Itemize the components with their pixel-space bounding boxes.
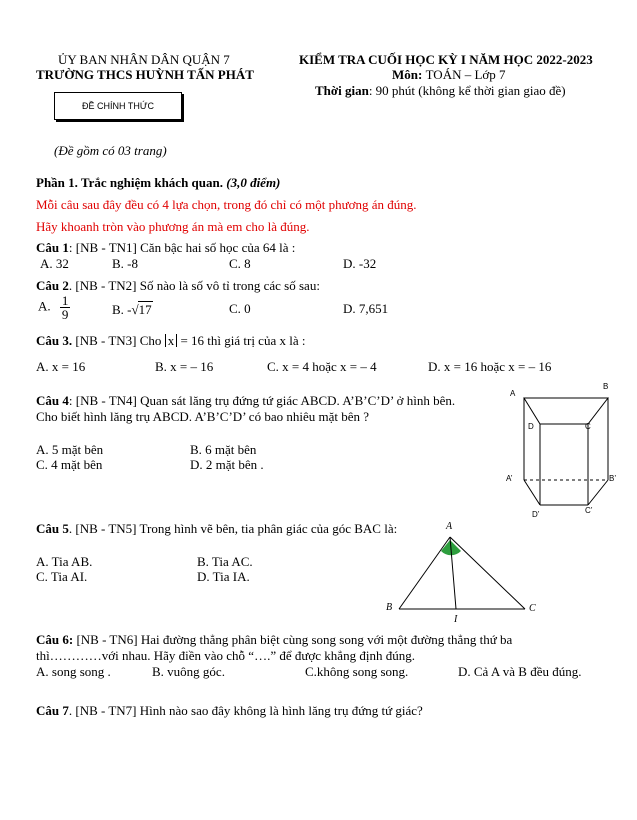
q6-option-b[interactable]: B. vuông góc. (152, 664, 225, 679)
school-name: TRƯỜNG THCS HUỲNH TẤN PHÁT (36, 67, 254, 82)
subject-value: TOÁN – Lớp 7 (425, 67, 506, 82)
q5-option-b[interactable]: B. Tia AC. (197, 554, 253, 569)
fraction-numerator: 1 (61, 293, 69, 308)
exam-title: KIỂM TRA CUỐI HỌC KỲ I NĂM HỌC 2022-2023 (299, 52, 593, 67)
prism-label-d-prime: D’ (532, 510, 540, 519)
time-value: : 90 phút (không kể thời gian giao đề) (368, 83, 566, 98)
q2-option-a-prefix: A. (38, 298, 51, 314)
part1-heading (36, 175, 280, 191)
part1-title: Phần 1. Trắc nghiệm khách quan. (36, 175, 227, 190)
prism-top-face (524, 398, 608, 424)
question-4-text-1: : [NB - TN4] Quan sát lăng trụ đứng tứ giác ABCD. A’B’C’D’ ở hình bên. (68, 393, 456, 408)
fraction-denominator: 9 (61, 307, 69, 322)
q4-option-b[interactable]: B. 6 mặt bên (190, 442, 257, 457)
question-1-text: : [NB - TN1] Căn bậc hai số học của 64 là : (68, 240, 296, 255)
q2-option-b-prefix: B. - (112, 302, 132, 317)
q1-option-a[interactable]: A. 32 (40, 256, 69, 271)
district-name: ỦY BAN NHÂN DÂN QUẬN 7 (58, 52, 230, 67)
question-5-text: . [NB - TN5] Trong hình vẽ bên, tia phân giác của góc BAC là: (68, 521, 398, 536)
q3-option-a[interactable]: A. x = 16 (36, 359, 86, 374)
pages-note: (Đề gồm có 03 trang) (54, 143, 167, 158)
q2-option-c[interactable]: C. 0 (229, 301, 251, 316)
question-5-label: Câu 5 (36, 521, 69, 536)
q3-option-b[interactable]: B. x = – 16 (155, 359, 214, 374)
q6-option-d[interactable]: D. Cả A và B đều đúng. (458, 664, 582, 679)
q5-option-d[interactable]: D. Tia IA. (197, 569, 250, 584)
q6-option-c[interactable]: C.không song song. (305, 664, 409, 679)
q1-option-c[interactable]: C. 8 (229, 256, 251, 271)
prism-figure (500, 380, 620, 525)
prism-label-b-prime: B’ (609, 474, 617, 483)
question-1 (36, 240, 295, 256)
q4-option-c[interactable]: C. 4 mặt bên (36, 457, 103, 472)
time-label: Thời gian (315, 83, 369, 98)
prism-bottom-front (524, 480, 540, 505)
question-3-text-pre: [NB - TN3] Cho (72, 333, 165, 348)
question-2 (36, 278, 320, 294)
instruction-1: Mỗi câu sau đây đều có 4 lựa chọn, trong đó chỉ có một phương án đúng. (36, 197, 417, 212)
question-6 (36, 632, 512, 648)
q3-option-d[interactable]: D. x = 16 hoặc x = – 16 (428, 359, 552, 374)
prism-label-a-prime: A’ (506, 474, 513, 483)
time-line (315, 83, 566, 99)
prism-label-c: C (585, 422, 591, 431)
fraction (60, 294, 71, 321)
triangle-side-ac (450, 537, 525, 609)
question-4-label: Câu 4 (36, 393, 69, 408)
question-4-text-2: Cho biết hình lăng trụ ABCD. A’B’C’D’ có bao nhiêu mặt bên ? (36, 409, 370, 424)
question-2-label: Câu 2 (36, 278, 69, 293)
official-badge (54, 92, 182, 120)
question-6-text-2: thì…………với nhau. Hãy điền vào chỗ “….” để được khẳng định đúng. (36, 648, 415, 663)
question-6-text-1: [NB - TN6] Hai đường thẳng phân biệt cùng song song với một đường thẳng thứ ba (73, 632, 513, 647)
subject-label: Môn: (392, 67, 426, 82)
question-7-label: Câu 7 (36, 703, 69, 718)
sqrt-icon: √ (131, 302, 139, 317)
q1-option-b[interactable]: B. -8 (112, 256, 138, 271)
q2-option-d[interactable]: D. 7,651 (343, 301, 389, 316)
q2-option-b[interactable] (112, 301, 153, 318)
question-7 (36, 703, 423, 719)
q4-option-d[interactable]: D. 2 mặt bên . (190, 457, 264, 472)
official-badge-text: ĐỀ CHÍNH THỨC (81, 101, 155, 111)
q5-option-a[interactable]: A. Tia AB. (36, 554, 93, 569)
q6-option-a[interactable]: A. song song . (36, 664, 111, 679)
triangle-label-a: A (446, 521, 453, 532)
question-3 (36, 333, 305, 349)
triangle-label-b: B (386, 602, 393, 613)
triangle-label-i: I (454, 614, 458, 625)
prism-label-a: A (510, 389, 516, 398)
sqrt-radicand: 17 (138, 302, 152, 317)
question-5 (36, 521, 397, 537)
triangle-side-ab (399, 537, 450, 609)
question-3-label: Câu 3. (36, 333, 73, 348)
triangle-figure (380, 518, 550, 628)
prism-label-b: B (603, 382, 609, 391)
q4-option-a[interactable]: A. 5 mặt bên (36, 442, 104, 457)
question-7-text: . [NB - TN7] Hình nào sao đây không là hình lăng trụ đứng tứ giác? (68, 703, 423, 718)
subject-line (392, 67, 506, 83)
question-2-text: . [NB - TN2] Số nào là số vô tỉ trong các số sau: (68, 278, 320, 293)
question-1-label: Câu 1 (36, 240, 69, 255)
prism-label-d: D (528, 422, 534, 431)
question-6-label: Câu 6: (36, 632, 74, 647)
prism-bottom-cb (588, 480, 608, 505)
part1-points: (3,0 điểm) (226, 175, 281, 190)
q5-option-c[interactable]: C. Tia AI. (36, 569, 88, 584)
q3-option-c[interactable]: C. x = 4 hoặc x = – 4 (267, 359, 377, 374)
question-3-text-post: = 16 thì giá trị của x là : (177, 333, 306, 348)
triangle-label-c: C (529, 603, 536, 614)
question-4 (36, 393, 455, 409)
absolute-value: x (165, 334, 178, 347)
prism-label-c-prime: C’ (585, 506, 593, 515)
q2-option-a[interactable] (38, 294, 70, 321)
q1-option-d[interactable]: D. -32 (343, 256, 377, 271)
instruction-2: Hãy khoanh tròn vào phương án mà em cho là đúng. (36, 219, 310, 234)
